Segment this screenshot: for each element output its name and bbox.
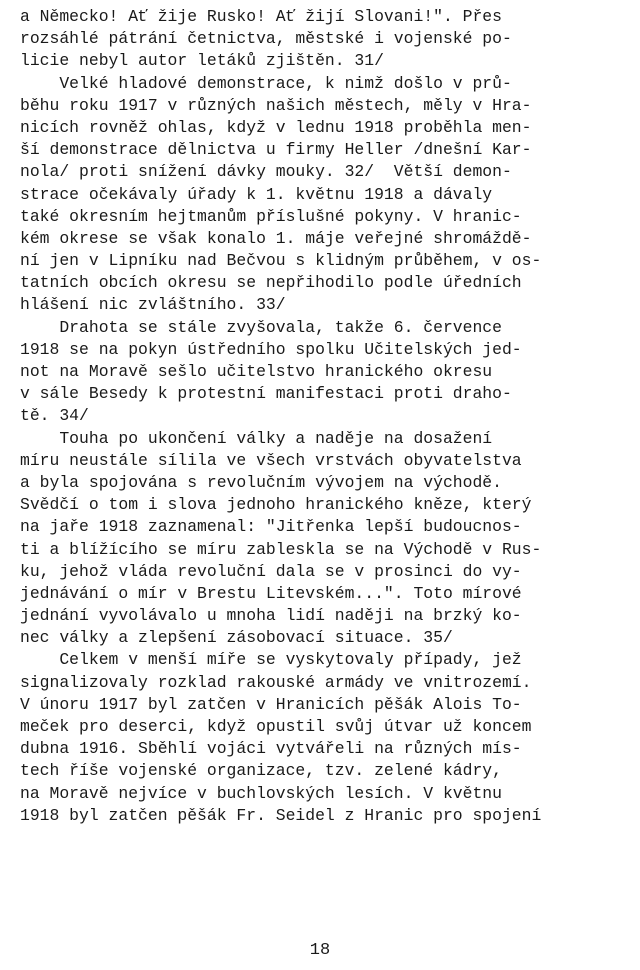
text-line: nola/ proti snížení dávky mouky. 32/ Větší demon- <box>20 162 512 182</box>
text-line: signalizovaly rozklad rakouské armády ve vnitrozemí. <box>20 672 532 692</box>
page-number: 18 <box>309 941 331 960</box>
text-line: tatních obcích okresu se nepřihodilo podle úředních <box>20 273 522 293</box>
text-line: hlášení nic zvláštního. 33/ <box>20 295 286 315</box>
text-line: tě. 34/ <box>20 406 89 426</box>
text-line: také okresním hejtmanům příslušné pokyny. V hranic- <box>20 206 522 226</box>
text-line: licie nebyl autor letáků zjištěn. 31/ <box>20 51 384 71</box>
text-line: dubna 1916. Sběhlí vojáci vytvářeli na různých mís- <box>20 739 522 759</box>
text-line: a Německo! Ať žije Rusko! Ať žijí Slovani!". Přes <box>20 7 502 26</box>
text-line: 1918 byl zatčen pěšák Fr. Seidel z Hranic pro spojení <box>20 805 542 825</box>
text-line: 1918 se na pokyn ústředního spolku Učitelských jed- <box>20 339 522 359</box>
text-line: Velké hladové demonstrace, k nimž došlo v prů- <box>20 73 512 93</box>
text-line: na jaře 1918 zaznamenal: "Jitřenka lepší budoucnos- <box>20 517 522 537</box>
text-line: Celkem v menší míře se vyskytovaly případy, jež <box>20 650 522 670</box>
text-line: ší demonstrace dělnictva u firmy Heller /dnešní Kar- <box>20 140 532 160</box>
text-line: V únoru 1917 byl zatčen v Hranicích pěšák Alois To- <box>20 694 522 714</box>
text-line: jednávání o mír v Brestu Litevském...". Toto mírové <box>20 583 522 603</box>
text-line: kém okrese se však konalo 1. máje veřejné shromáždě- <box>20 228 532 248</box>
text-line: Svědčí o tom i slova jednoho hranického kněze, který <box>20 495 532 515</box>
text-line: jednání vyvolávalo u mnoha lidí naději na brzký ko- <box>20 606 522 626</box>
text-line: tech říše vojenské organizace, tzv. zelené kádry, <box>20 761 502 781</box>
text-line: a byla spojována s revolučním vývojem na východě. <box>20 472 502 492</box>
text-line: Touha po ukončení války a naděje na dosažení <box>20 428 493 448</box>
text-line: meček pro deserci, když opustil svůj útvar už koncem <box>20 717 532 736</box>
text-line: rozsáhlé pátrání četnictva, městské i vojenské po- <box>20 29 512 49</box>
text-line: strace očekávaly úřady k 1. květnu 1918 a dávaly <box>20 184 493 204</box>
text-line: ku, jehož vláda revoluční dala se v prosinci do vy- <box>20 561 522 581</box>
text-line: na Moravě nejvíce v buchlovských lesích. V květnu <box>20 783 502 803</box>
text-line: nec války a zlepšení zásobovací situace. 35/ <box>20 628 453 648</box>
text-line: běhu roku 1917 v různých našich městech, měly v Hra- <box>20 95 532 115</box>
text-line: not na Moravě sešlo učitelstvo hranického okresu <box>20 362 493 381</box>
text-line: ní jen v Lipníku nad Bečvou s klidným průběhem, v os- <box>20 251 542 271</box>
text-line: v sále Besedy k protestní manifestaci proti draho- <box>20 384 512 404</box>
text-line: nicích rovněž ohlas, když v lednu 1918 proběhla men- <box>20 117 532 137</box>
text-line: Drahota se stále zvyšovala, takže 6. července <box>20 317 502 337</box>
text-line: ti a blížícího se míru zableskla se na Východě v Rus- <box>20 539 542 559</box>
text-line: míru neustále sílila ve všech vrstvách obyvatelstva <box>20 450 522 470</box>
body-text <box>20 6 630 827</box>
